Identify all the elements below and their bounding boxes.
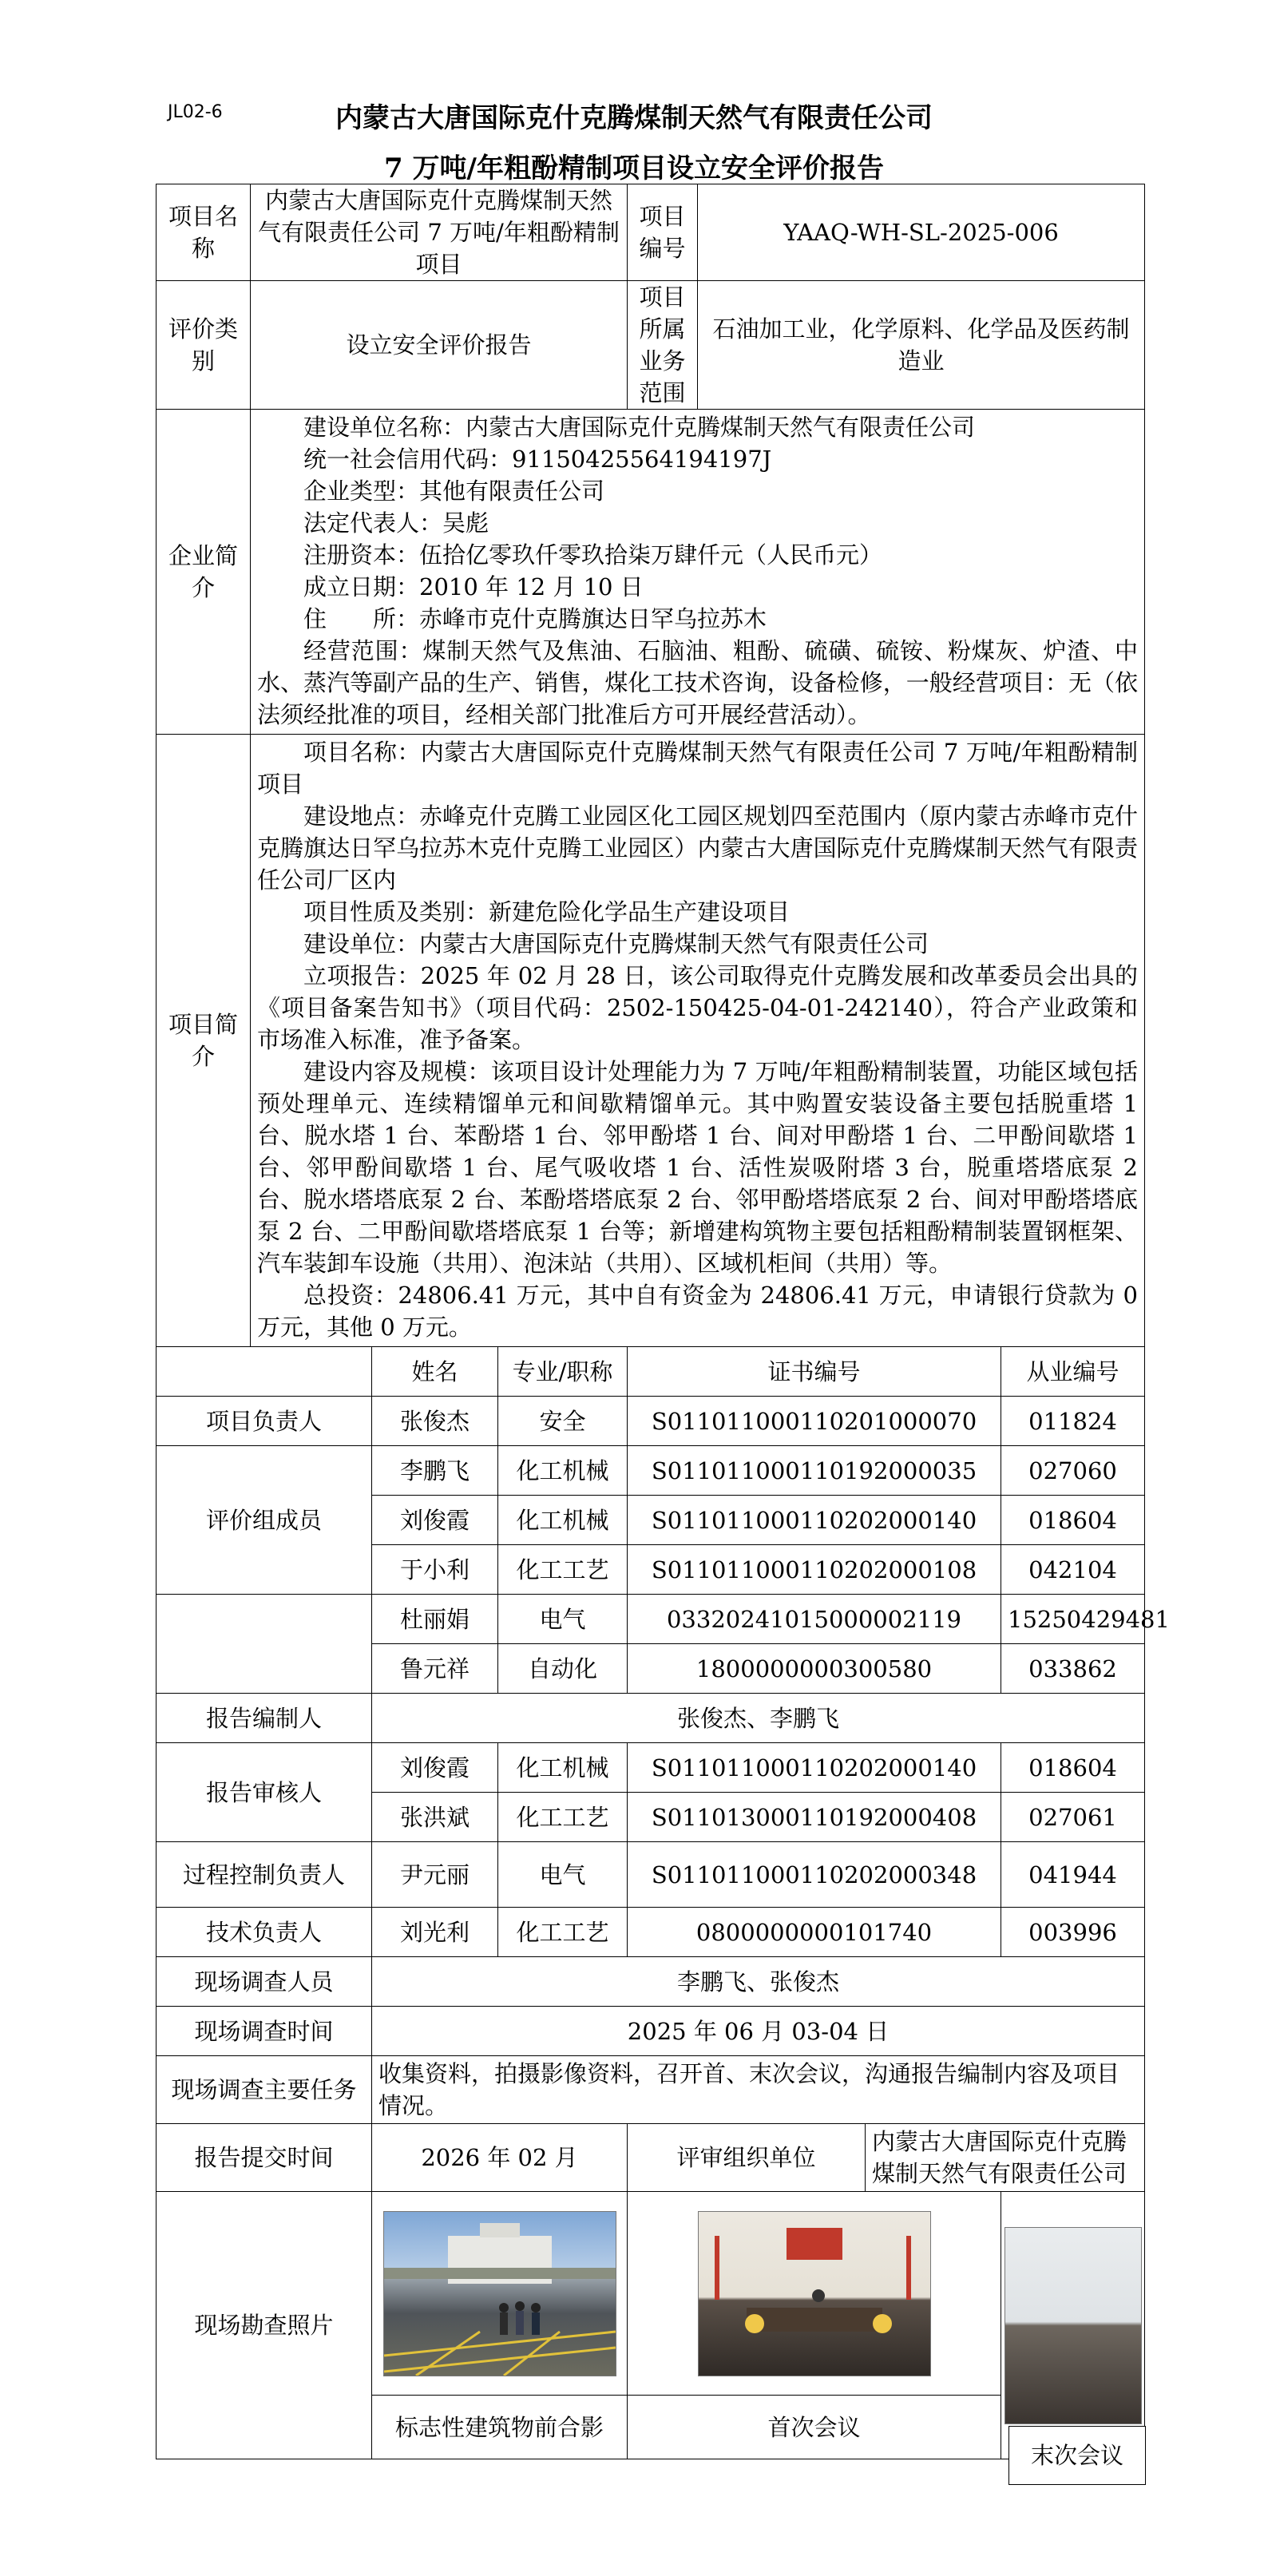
- reviewer-label: 报告审核人: [157, 1743, 372, 1842]
- project-approval: 立项报告：2025 年 02 月 28 日，该公司取得克什克腾发展和改革委员会出具的《项目备案告知书》（项目代码：2502-150425-04-01-242140），符合产业政策和市场准入标准，准予备案。: [257, 962, 1139, 1053]
- project-investment: 总投资：24806.41 万元，其中自有资金为 24806.41 万元，申请银行贷款为 0 万元，其他 0 万元。: [257, 1282, 1139, 1341]
- document-code: JL02-6: [168, 102, 223, 122]
- project-no-label: 项目编号: [628, 184, 698, 281]
- member-no: 042104: [1001, 1545, 1145, 1595]
- project-unit: 建设单位：内蒙古大唐国际克什克腾煤制天然气有限责任公司: [303, 930, 929, 957]
- experts-label-blank: [157, 1595, 372, 1694]
- project-no: YAAQ-WH-SL-2025-006: [698, 184, 1145, 281]
- header-no: 从业编号: [1001, 1347, 1145, 1397]
- header-name: 姓名: [372, 1347, 498, 1397]
- project-intro-name: 项目名称：内蒙古大唐国际克什克腾煤制天然气有限责任公司 7 万吨/年粗酚精制项目: [257, 739, 1139, 798]
- process-no: 041944: [1001, 1842, 1145, 1908]
- survey-task: 收集资料，拍摄影像资料，召开首、末次会议，沟通报告编制内容及项目情况。: [372, 2056, 1145, 2124]
- member-name: 于小利: [372, 1545, 498, 1595]
- member-major: 化工机械: [498, 1496, 628, 1545]
- expert-no: 033862: [1001, 1644, 1145, 1694]
- survey-task-label: 现场调查主要任务: [157, 2056, 372, 2124]
- photo-cell: [628, 2192, 1001, 2396]
- member-name: 刘俊霞: [372, 1496, 498, 1545]
- member-no: 018604: [1001, 1496, 1145, 1545]
- industry-label: 项目所属业务范围: [628, 281, 698, 410]
- reviewer-name: 刘俊霞: [372, 1743, 498, 1793]
- submit-time: 2026 年 02 月: [372, 2124, 628, 2192]
- project-nature: 项目性质及类别：新建危险化学品生产建设项目: [303, 898, 791, 925]
- report-title-line2: 7 万吨/年粗酚精制项目设立安全评价报告: [384, 153, 884, 184]
- reviewer-major: 化工工艺: [498, 1793, 628, 1842]
- reviewer-cert: S011013000110192000408: [628, 1793, 1001, 1842]
- member-cert: S011011000110202000140: [628, 1496, 1001, 1545]
- report-title-line1: 内蒙古大唐国际克什克腾煤制天然气有限责任公司: [335, 102, 933, 134]
- eval-type-label: 评价类别: [157, 281, 251, 410]
- survey-staff: 李鹏飞、张俊杰: [372, 1957, 1145, 2007]
- photo-cell: [372, 2192, 628, 2396]
- photos-label: 现场勘查照片: [157, 2192, 372, 2459]
- report-info-table: [156, 184, 1170, 2459]
- survey-time: 2025 年 06 月 03-04 日: [372, 2007, 1145, 2056]
- survey-staff-label: 现场调查人员: [157, 1957, 372, 2007]
- member-no: 027060: [1001, 1446, 1145, 1496]
- company-capital: 注册资本：伍拾亿零玖仟零玖拾柒万肆仟元（人民币元）: [303, 541, 883, 569]
- company-credit-code: 统一社会信用代码：91150425564194197J: [303, 446, 772, 473]
- reviewer-cert: S011011000110202000140: [628, 1743, 1001, 1793]
- company-business-scope: 经营范围：煤制天然气及焦油、石脑油、粗酚、硫磺、硫铵、粉煤灰、炉渣、中水、蒸汽等副产品的生产、销售，煤化工技术咨询，设备检修，一般经营项目：无（依法须经批准的项目，经相关部门批准后方可开展经营活动）。: [257, 637, 1139, 728]
- reviewer-no: 018604: [1001, 1743, 1145, 1793]
- company-intro-label: 企业简介: [157, 410, 251, 735]
- expert-major: 电气: [498, 1595, 628, 1644]
- industry: 石油加工业，化学原料、化学品及医药制造业: [698, 281, 1145, 410]
- company-legal-rep: 法定代表人：吴彪: [303, 509, 489, 537]
- expert-cert: 1800000000300580: [628, 1644, 1001, 1694]
- member-name: 李鹏飞: [372, 1446, 498, 1496]
- tech-no: 003996: [1001, 1908, 1145, 1957]
- final-meeting-image: [1004, 2227, 1142, 2424]
- tech-name: 刘光利: [372, 1908, 498, 1957]
- member-major: 化工机械: [498, 1446, 628, 1496]
- photo-caption: 首次会议: [628, 2396, 1001, 2459]
- process-control-label: 过程控制负责人: [157, 1842, 372, 1908]
- leader-label: 项目负责人: [157, 1397, 372, 1446]
- org: 内蒙古大唐国际克什克腾煤制天然气有限责任公司: [866, 2124, 1145, 2192]
- tech-lead-label: 技术负责人: [157, 1908, 372, 1957]
- survey-time-label: 现场调查时间: [157, 2007, 372, 2056]
- first-meeting-image: [698, 2211, 931, 2376]
- company-intro: [251, 410, 1145, 735]
- header-major: 专业/职称: [498, 1347, 628, 1397]
- process-name: 尹元丽: [372, 1842, 498, 1908]
- staff-header-blank: [157, 1347, 372, 1397]
- final-meeting-caption: 末次会议: [1008, 2426, 1146, 2485]
- leader-no: 011824: [1001, 1397, 1145, 1446]
- leader-major: 安全: [498, 1397, 628, 1446]
- project-name: 内蒙古大唐国际克什克腾煤制天然气有限责任公司 7 万吨/年粗酚精制项目: [251, 184, 628, 281]
- project-site: 建设地点：赤峰克什克腾工业园区化工园区规划四至范围内（原内蒙古赤峰市克什克腾旗达日罕乌拉苏木克什克腾工业园区）内蒙古大唐国际克什克腾煤制天然气有限责任公司厂区内: [257, 803, 1139, 894]
- header-cert: 证书编号: [628, 1347, 1001, 1397]
- compiler-label: 报告编制人: [157, 1694, 372, 1743]
- tech-major: 化工工艺: [498, 1908, 628, 1957]
- member-cert: S011011000110192000035: [628, 1446, 1001, 1496]
- expert-name: 杜丽娟: [372, 1595, 498, 1644]
- group-photo-image: [383, 2211, 616, 2376]
- process-cert: S011011000110202000348: [628, 1842, 1001, 1908]
- project-content: 建设内容及规模：该项目设计处理能力为 7 万吨/年粗酚精制装置，功能区域包括预处理单元、连续精馏单元和间歇精馏单元。其中购置安装设备主要包括脱重塔 1 台、脱水塔 1 台、苯酚塔 1 台、邻甲酚塔 1 台、间对甲酚塔 1 台、二甲酚间歇塔 1 台、邻甲酚间歇塔 1 台、尾气吸收塔 1 台、活性炭吸附塔 3 台，脱重塔塔底泵 2 台、脱水塔塔底泵 2 台、苯酚塔塔底泵 2 台、邻甲酚塔塔底泵 2 台、间对甲酚塔塔底泵 2 台、二甲酚间歇塔塔底泵 1 台等；新增建构筑物主要包括粗酚精制装置钢框架、汽车装卸车设施（共用）、泡沫站（共用）、区域机柜间（共用）等。: [257, 1058, 1139, 1277]
- company-address: 住 所：赤峰市克什克腾旗达日罕乌拉苏木: [303, 605, 767, 632]
- eval-type: 设立安全评价报告: [251, 281, 628, 410]
- expert-no: 15250429481: [1001, 1595, 1145, 1644]
- company-type: 企业类型：其他有限责任公司: [303, 478, 605, 505]
- tech-cert: 0800000000101740: [628, 1908, 1001, 1957]
- member-cert: S011011000110202000108: [628, 1545, 1001, 1595]
- reviewer-no: 027061: [1001, 1793, 1145, 1842]
- expert-major: 自动化: [498, 1644, 628, 1694]
- org-label: 评审组织单位: [628, 2124, 866, 2192]
- reviewer-name: 张洪斌: [372, 1793, 498, 1842]
- submit-time-label: 报告提交时间: [157, 2124, 372, 2192]
- company-founded-date: 成立日期：2010 年 12 月 10 日: [303, 573, 644, 600]
- company-name: 建设单位名称：内蒙古大唐国际克什克腾煤制天然气有限责任公司: [303, 414, 976, 441]
- leader-cert: S011011000110201000070: [628, 1397, 1001, 1446]
- members-label: 评价组成员: [157, 1446, 372, 1595]
- reviewer-major: 化工机械: [498, 1743, 628, 1793]
- member-major: 化工工艺: [498, 1545, 628, 1595]
- photo-cell: [1001, 2192, 1145, 2459]
- project-intro: [251, 735, 1145, 1347]
- project-intro-label: 项目简介: [157, 735, 251, 1347]
- project-name-label: 项目名称: [157, 184, 251, 281]
- leader-name: 张俊杰: [372, 1397, 498, 1446]
- expert-cert: 03320241015000002119: [628, 1595, 1001, 1644]
- compiler: 张俊杰、李鹏飞: [372, 1694, 1145, 1743]
- expert-name: 鲁元祥: [372, 1644, 498, 1694]
- process-major: 电气: [498, 1842, 628, 1908]
- photo-caption: 标志性建筑物前合影: [372, 2396, 628, 2459]
